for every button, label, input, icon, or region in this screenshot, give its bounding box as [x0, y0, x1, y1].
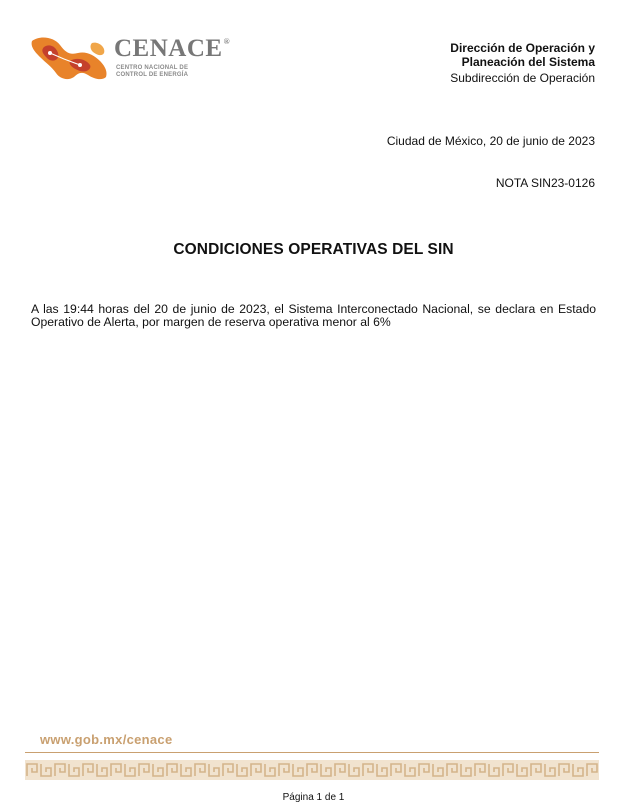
footer-divider	[25, 752, 599, 753]
issuer-line-3: Subdirección de Operación	[450, 71, 595, 85]
document-title: CONDICIONES OPERATIVAS DEL SIN	[173, 241, 454, 258]
footer-url: www.gob.mx/cenace	[40, 732, 173, 747]
document-date: Ciudad de México, 20 de junio de 2023	[386, 134, 595, 148]
cenace-logo	[30, 33, 245, 88]
logo-subtitle: CENTRO NACIONAL DE CONTROL DE ENERGÍA	[116, 65, 189, 78]
issuer-line-2: Planeación del Sistema	[461, 55, 595, 69]
body-paragraph: A las 19:44 horas del 20 de junio de 2023, el Sistema Interconectado Nacional, se declara en Estado Operativo de Alerta, por margen de reserva operativa menor al 6%	[31, 302, 596, 329]
mexico-map-icon	[30, 33, 110, 83]
page-number: Página 1 de 1	[282, 792, 345, 803]
logo-wordmark: CENACE®	[114, 35, 231, 62]
note-id: NOTA SIN23-0126	[495, 176, 595, 190]
footer-pattern-band	[25, 760, 599, 780]
issuer-line-1: Dirección de Operación y	[450, 41, 595, 55]
issuer-header	[450, 41, 595, 85]
